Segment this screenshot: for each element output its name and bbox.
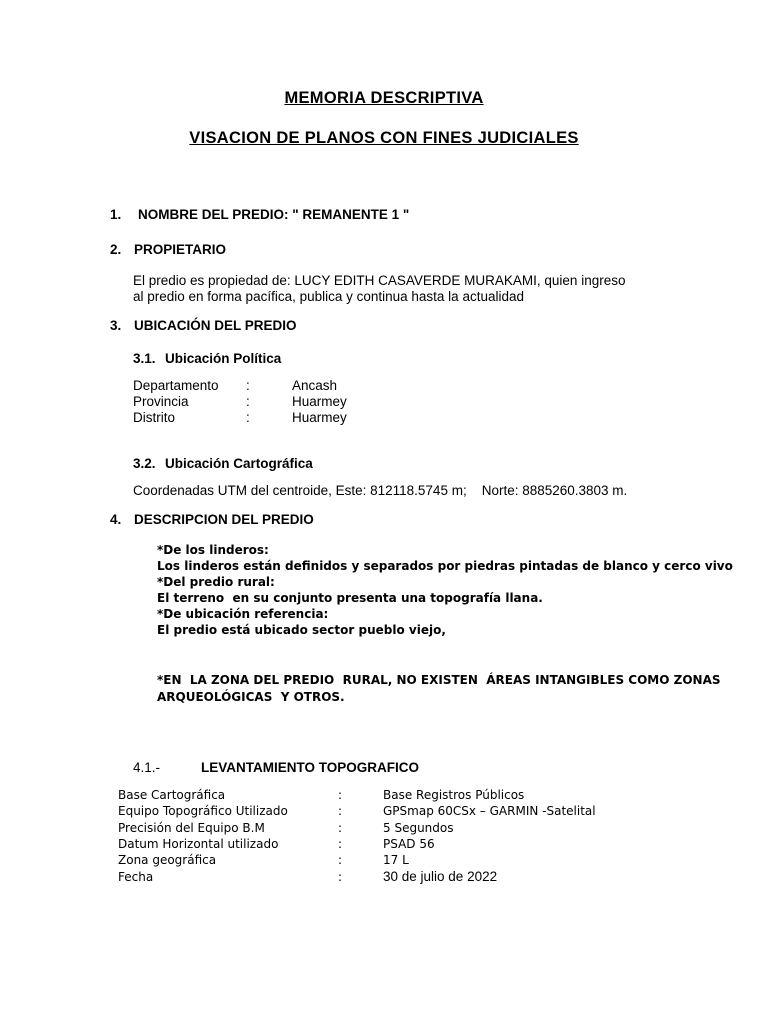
section-1-number: 1. — [110, 207, 122, 222]
section-3-title: UBICACIÓN DEL PREDIO — [134, 318, 297, 333]
location-value: Ancash — [292, 378, 338, 393]
location-separator: : — [246, 378, 250, 393]
location-label: Distrito — [133, 410, 176, 425]
survey-value: 30 de julio de 2022 — [383, 869, 498, 884]
subsection-3-1-heading — [133, 351, 281, 366]
survey-label: Precisión del Equipo B.M — [118, 821, 265, 835]
survey-separator: : — [338, 837, 343, 851]
survey-value: 17 L — [383, 853, 409, 867]
survey-label: Fecha — [118, 870, 154, 884]
section-1-title: NOMBRE DEL PREDIO: " REMANENTE 1 " — [138, 207, 410, 222]
survey-label: Equipo Topográfico Utilizado — [118, 804, 288, 818]
section-4-heading — [110, 512, 314, 527]
description-line: *De los linderos: — [157, 543, 269, 557]
location-value: Huarmey — [292, 410, 347, 425]
subsection-3-2-number: 3.2. — [133, 456, 156, 471]
survey-separator: : — [338, 853, 343, 867]
survey-separator: : — [338, 788, 343, 802]
note-line-1: *EN LA ZONA DEL PREDIO RURAL, NO EXISTEN ÁREAS INTANGIBLES COMO ZONAS — [157, 673, 721, 687]
description-line: El terreno en su conjunto presenta una topografía llana. — [157, 591, 543, 605]
section-3-heading — [110, 318, 297, 333]
location-label: Departamento — [133, 378, 219, 393]
description-line: El predio está ubicado sector pueblo viejo, — [157, 623, 446, 637]
subsection-4-1-number: 4.1.- — [133, 760, 161, 775]
description-line: *Del predio rural: — [157, 575, 275, 589]
owner-paragraph-line-1: El predio es propiedad de: LUCY EDITH CASAVERDE MURAKAMI, quien ingreso — [133, 273, 626, 288]
section-3-number: 3. — [110, 318, 122, 333]
section-2-heading — [110, 242, 226, 257]
survey-label: Zona geográfica — [118, 853, 217, 867]
subsection-3-2-heading — [133, 456, 313, 471]
description-line: Los linderos están definidos y separados por piedras pintadas de blanco y cerco vivo — [157, 559, 733, 573]
subsection-3-2-title: Ubicación Cartográfica — [165, 456, 313, 471]
survey-value: GPSmap 60CSx – GARMIN -Satelital — [383, 804, 596, 818]
document-title: MEMORIA DESCRIPTIVA — [284, 89, 484, 107]
survey-separator: : — [338, 821, 343, 835]
location-value: Huarmey — [292, 394, 347, 409]
survey-separator: : — [338, 804, 343, 818]
survey-value: 5 Segundos — [383, 821, 454, 835]
survey-value: PSAD 56 — [383, 837, 435, 851]
survey-label: Base Cartográfica — [118, 788, 226, 802]
owner-paragraph-line-2: al predio en forma pacífica, publica y continua hasta la actualidad — [133, 289, 524, 304]
note-line-2: ARQUEOLÓGICAS Y OTROS. — [157, 690, 345, 704]
subsection-4-1-title: LEVANTAMIENTO TOPOGRAFICO — [201, 760, 420, 775]
document-subtitle: VISACION DE PLANOS CON FINES JUDICIALES — [189, 129, 579, 147]
location-label: Provincia — [133, 394, 189, 409]
section-4-title: DESCRIPCION DEL PREDIO — [134, 512, 314, 527]
subsection-3-1-title: Ubicación Política — [165, 351, 282, 366]
section-4-number: 4. — [110, 512, 122, 527]
section-2-number: 2. — [110, 242, 122, 257]
description-line: *De ubicación referencia: — [157, 607, 329, 621]
survey-label: Datum Horizontal utilizado — [118, 837, 279, 851]
subsection-3-1-number: 3.1. — [133, 351, 156, 366]
survey-value: Base Registros Públicos — [383, 788, 525, 802]
section-2-title: PROPIETARIO — [134, 242, 227, 257]
location-separator: : — [246, 394, 250, 409]
location-separator: : — [246, 410, 250, 425]
section-1-heading — [110, 207, 409, 222]
coordinates-text: Coordenadas UTM del centroide, Este: 812118.5745 m; Norte: 8885260.3803 m. — [133, 483, 628, 498]
survey-separator: : — [338, 870, 343, 884]
